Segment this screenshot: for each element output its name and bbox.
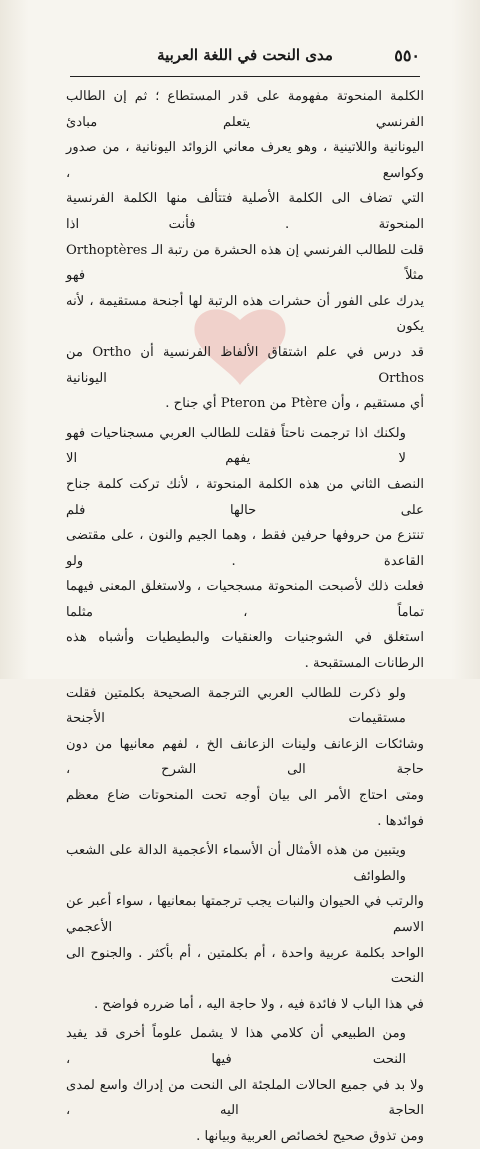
page-number: ٥٥٠ [394,46,420,65]
text-line: ولكنك اذا ترجمت ناحتاً فقلت للطالب العربي مسجناحيات فهو لا يفهم الا [66,425,406,467]
text-line: النصف الثاني من هذه الكلمة المنحوتة ، لأنك تركت كلمة جناح على حالها فلم [66,476,424,518]
paragraph [66,84,424,417]
paragraph [66,1021,424,1149]
paragraph [66,681,424,835]
text-line: الكلمة المنحوتة مفهومة على قدر المستطاع ؛ ثم إن الطالب الفرنسي يتعلم مبادئ [66,89,424,130]
text-line: ومن الطبيعي أن كلامي هذا لا يشمل علوماً أخرى قد يفيد النحت فيها ، [66,1026,406,1067]
text-line: الواحد بكلمة عربية واحدة ، أم بكلمتين ، أم بأكثر . والجنوح الى النحت [66,945,424,987]
text-line: يدرك على الفور أن حشرات هذه الرتبة لها أجنحة مستقيمة ، لأنه يكون [66,293,424,335]
text-line: استغلق في الشوجنيات والعنقيات والبطيطيات وأشباه هذه الرطانات المستقبحة . [66,630,424,672]
paragraph [66,421,424,677]
text-line: والرتب في الحيوان والنبات يجب ترجمتها بمعانيها ، سواء أعبر عن الاسم الأعجمي [66,894,424,935]
text-line: ومتى احتاج الأمر الى بيان أوجه تحت المنحوتات ضاع معظم فوائدها . [66,788,424,829]
text-line: ويتبين من هذه الأمثال أن الأسماء الأعجمية الدالة على الشعب والطوائف [66,843,406,884]
text-line: ولا بد في جميع الحالات الملجئة الى النحت من إدراك واسع لمدى الحاجة اليه ، [66,1077,424,1119]
text-line: أي مستقيم ، وأن Ptère من Pteron أي جناح . [165,396,424,412]
text-line: فعلت ذلك لأصبحت المنحوتة مسجحيات ، ولاستغلق المعنى فيهما تماماً ، مثلما [66,579,424,620]
body-text [66,84,424,1149]
text-line: ولو ذكرت للطالب العربي الترجمة الصحيحة بكلمتين فقلت مستقيمات الأجنحة [66,685,406,727]
running-title: مدى النحت في اللغة العربية [157,46,333,64]
text-line: في هذا الباب لا فائدة فيه ، ولا حاجة اليه ، أما ضرره فواضح . [93,996,424,1012]
text-line: قلت للطالب الفرنسي إن هذه الحشرة من رتبة الـ Orthoptères مثلاً فهو [66,242,424,284]
text-line: اليونانية واللاتينية ، وهو يعرف معاني الزوائد اليونانية ، من صدور وكواسع ، [66,140,424,181]
header-rule [70,76,420,77]
paragraph [66,838,424,1017]
text-line: قد درس في علم اشتقاق الألفاظ الفرنسية أن Ortho من Orthos اليونانية [66,344,424,386]
text-line: وشائكات الزعانف ولينات الزعانف الخ ، لفهم معانيها من دون حاجة الى الشرح ، [66,736,424,778]
page-header [70,44,420,70]
text-line: تنتزع من حروفها حرفين فقط ، وهما الجيم والنون ، على مقتضى القاعدة . ولو [66,528,424,569]
text-line: ومن تذوق صحيح لخصائص العربية وبيانها . [196,1128,424,1144]
text-line: التي تضاف الى الكلمة الأصلية فتتألف منها الكلمة الفرنسية المنحوتة . فأنت اذا [66,191,424,232]
